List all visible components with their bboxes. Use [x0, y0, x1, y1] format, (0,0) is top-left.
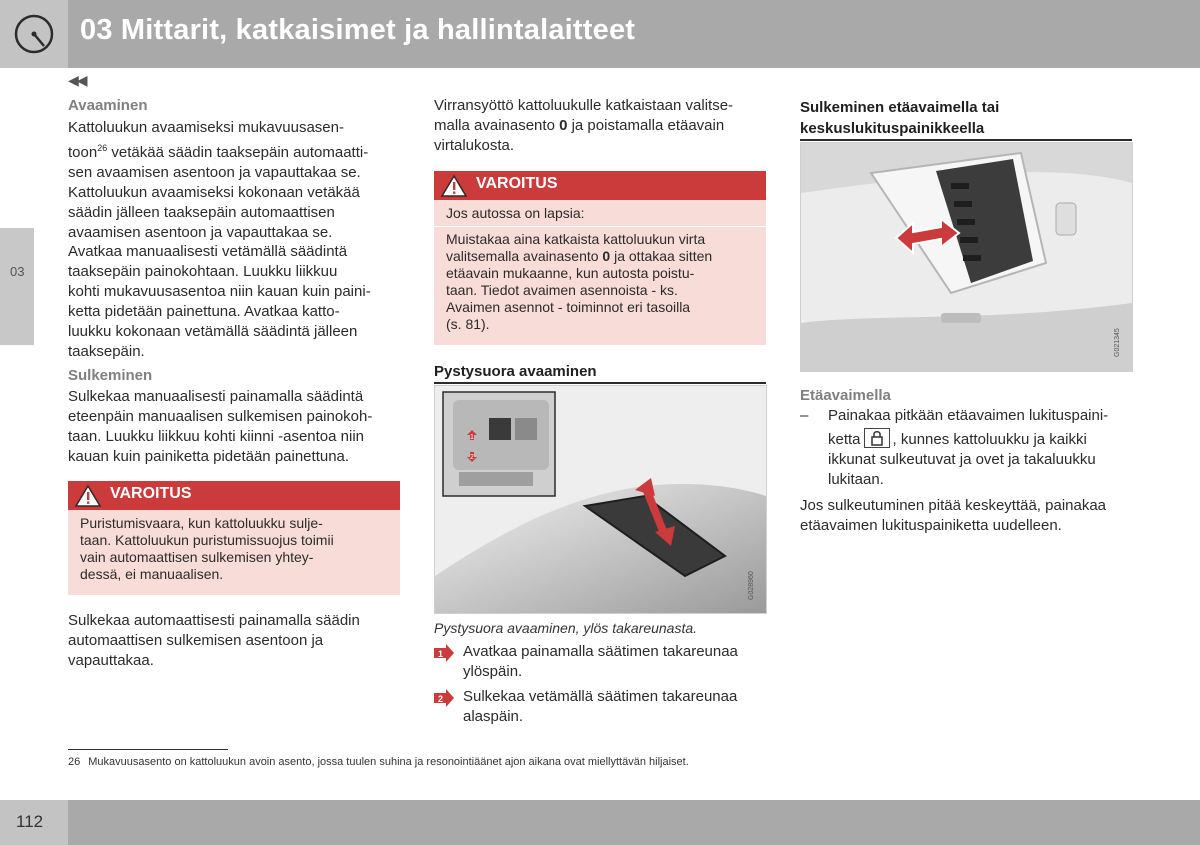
vertical-opening-heading: Pystysuora avaaminen — [434, 363, 597, 380]
svg-text:1: 1 — [438, 649, 444, 659]
figure-caption: Pystysuora avaaminen, ylös takareunasta. — [434, 620, 698, 636]
warning-triangle-icon — [74, 484, 102, 508]
chapter-header — [0, 0, 1200, 68]
page-footer — [0, 800, 1200, 845]
svg-text:2: 2 — [470, 454, 474, 461]
interrupt-paragraph: Jos sulkeutuminen pitää keskeyttää, painakaa etäavaimen lukituspainiketta uudelleen. — [800, 497, 1107, 534]
warning-box-pinch — [68, 481, 400, 595]
warning-title: VAROITUS — [110, 485, 192, 502]
opening-paragraph-1: Kattoluukun avaamiseksi mukavuusasen- toon$^{26}$ vetäkää säädin taaksepäin automaatti- sen avaamisen asentoon ja vapauttakaa se. Kattoluukun avaamiseksi kokonaan vetäkää säädin jälleen taaksepäin automaattisen avaamisen asentoon ja vapauttakaa se. — [68, 119, 369, 241]
warning-text: Puristumisvaara, kun kattoluukku sulje- taan. Kattoluukun puristumissuojus toimii vain automaattisen sulkemisen yhtey- dessä, ei manuaalisen. — [80, 515, 334, 582]
step-badge-1-icon — [465, 428, 479, 442]
page-number: 112 — [16, 812, 44, 831]
svg-text:G021345: G021345 — [1114, 328, 1121, 357]
heading-rule — [800, 139, 1132, 141]
roof-console-figure — [801, 143, 1132, 371]
chapter-side-tab[interactable] — [0, 228, 34, 345]
gauge-icon — [0, 0, 68, 68]
svg-text:G028960: G028960 — [748, 571, 755, 600]
heading-rule — [434, 382, 766, 384]
svg-text:1: 1 — [470, 434, 474, 441]
remote-close-heading: Sulkeminen etäavaimella tai keskuslukituspainikkeella — [800, 99, 1000, 137]
auto-close-paragraph: Sulkekaa automaattisesti painamalla säädin automaattisen sulkemisen asentoon ja vapauttakaa. — [68, 612, 360, 669]
warning-title: VAROITUS — [476, 175, 558, 192]
step-1-text: Avatkaa painamalla säätimen takareunaa ylöspäin. — [463, 643, 738, 680]
padlock-icon — [864, 428, 890, 448]
warning-triangle-icon — [440, 174, 468, 198]
footnote-number: 26 — [68, 756, 81, 768]
list-dash: – — [800, 407, 809, 424]
power-off-paragraph: Virransyöttö kattoluukulle katkaistaan valitse- malla avainasento 0 ja poistamalla etäavain virtalukosta. — [434, 97, 734, 154]
step-badge-2-icon — [465, 450, 479, 464]
warning-box-children — [434, 171, 766, 345]
footnote-rule — [68, 749, 228, 750]
footnote — [68, 756, 689, 768]
warning-header — [68, 481, 400, 510]
remote-lock-instruction: Painakaa pitkään etäavaimen lukituspaini- ketta , kunnes kattoluukku ja kaikki ikkunat sulkeutuvat ja ovet ja takaluukku lukitaan. — [828, 407, 1109, 488]
opening-heading: Avaaminen — [68, 97, 148, 114]
step-2-text: Sulkekaa vetämällä säätimen takareunaa alaspäin. — [463, 688, 738, 725]
roof-tilt-figure — [435, 386, 766, 613]
svg-text:2: 2 — [438, 694, 444, 704]
double-chevron-left-icon[interactable]: ◀◀ — [68, 72, 86, 88]
footnote-ref[interactable]: 26 — [97, 143, 108, 153]
step-2-arrow-icon — [434, 689, 454, 707]
page-number-box — [0, 800, 68, 845]
overhead-console-illustration — [800, 142, 1133, 372]
chapter-tab-label: 03 — [10, 264, 25, 279]
chapter-title: 03 Mittarit, katkaisimet ja hallintalaitteet — [80, 14, 636, 46]
header-icon-box — [0, 0, 68, 68]
closing-paragraph: Sulkekaa manuaalisesti painamalla säädintä eteenpäin manuaalisen sulkemisen painokoh- taan. Luukku liikkuu kohti kiinni -asentoa niin kauan kuin painiketta pidetään painettuna. — [68, 388, 373, 465]
footnote-text: Mukavuusasento on kattoluukun avoin asento, jossa tuulen suhina ja resonointiäänet ajon aikana ovat miellyttävän hiljaiset. — [88, 756, 689, 768]
warning-text: Jos autossa on lapsia: Muistakaa aina katkaista kattoluukun virta valitsemalla avainasento 0 ja ottakaa sitten etäavain mukaanne, kun autosta poistu- taan. Tiedot avaimen asennoista - ks. Avaimen asennot - toiminnot eri tasoilla (s. 81). — [434, 200, 766, 333]
opening-paragraph-2: Avatkaa manuaalisesti vetämällä säädintä taaksepäin painokohtaan. Luukku liikkuu kohti mukavuusasentoa niin kauan kuin paini- ketta pidetään painettuna. Avatkaa katto- luukku kokonaan vetämällä säädintä jälleen taaksepäin. — [68, 243, 371, 360]
warning-header — [434, 171, 766, 200]
remote-key-heading: Etäavaimella — [800, 387, 891, 404]
sunroof-vertical-illustration — [434, 385, 767, 614]
closing-heading: Sulkeminen — [68, 367, 153, 384]
step-1-arrow-icon — [434, 644, 454, 662]
